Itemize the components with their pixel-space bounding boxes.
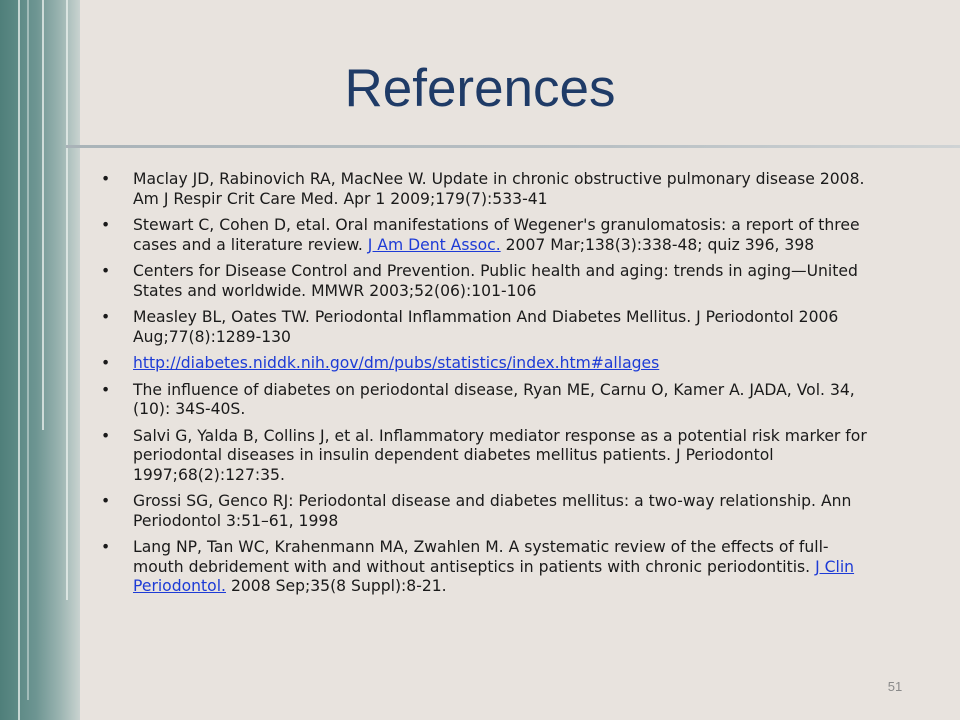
url-link[interactable]: http://diabetes.niddk.nih.gov/dm/pubs/statistics/index.htm#allages [133,354,660,372]
reference-text: 2007 Mar;138(3):338-48; quiz 396, 398 [500,235,815,254]
reference-item [101,262,871,301]
title-divider [66,145,960,148]
reference-item [101,492,871,531]
reference-item [101,308,871,347]
reference-text: The influence of diabetes on periodontal disease, Ryan ME, Carnu O, Kamer A. JADA, Vol. 34, (10): 34S-40S. [133,380,855,418]
reference-text: Maclay JD, Rabinovich RA, MacNee W. Update in chronic obstructive pulmonary disease 2008. Am J Respir Crit Care Med. Apr 1 2009;179(7):533-41 [133,170,865,208]
reference-text: 2008 Sep;35(8 Suppl):8-21. [226,577,447,595]
reference-item [101,170,871,209]
reference-text: Lang NP, Tan WC, Krahenmann MA, Zwahlen M. A systematic review of the effects of full-mouth debridement with and without antiseptics in patients with chronic periodontitis. [133,538,829,576]
reference-text: Salvi G, Yalda B, Collins J, et al. Inflammatory mediator response as a potential risk marker for periodontal diseases in insulin dependent diabetes mellitus patients. J Periodontol 1997;68(2):127:35. [133,426,867,484]
reference-text: Stewart C, Cohen D, etal. Oral manifestations of Wegener's granulomatosis: a report of three cases and a literature review. [133,216,860,254]
reference-text: Centers for Disease Control and Prevention. Public health and aging: trends in aging—United States and worldwide. MMWR 2003;52(06):101-106 [133,262,858,300]
reference-item [101,427,871,486]
reference-text: Grossi SG, Genco RJ: Periodontal disease and diabetes mellitus: a two-way relationship. Ann Periodontol 3:51–61, 1998 [133,492,852,530]
reference-list [101,170,871,604]
slide-title: References [344,59,616,118]
reference-item [101,216,871,255]
reference-text: Measley BL, Oates TW. Periodontal Inflammation And Diabetes Mellitus. J Periodontol 2006 Aug;77(8):1289-130 [133,308,839,346]
reference-item [101,538,871,597]
journal-link[interactable]: J Clin Periodontol. [133,557,855,595]
journal-link[interactable]: J Am Dent Assoc. [367,235,501,254]
reference-item [101,381,871,420]
reference-item [101,354,871,374]
page-number: 51 [887,679,903,694]
